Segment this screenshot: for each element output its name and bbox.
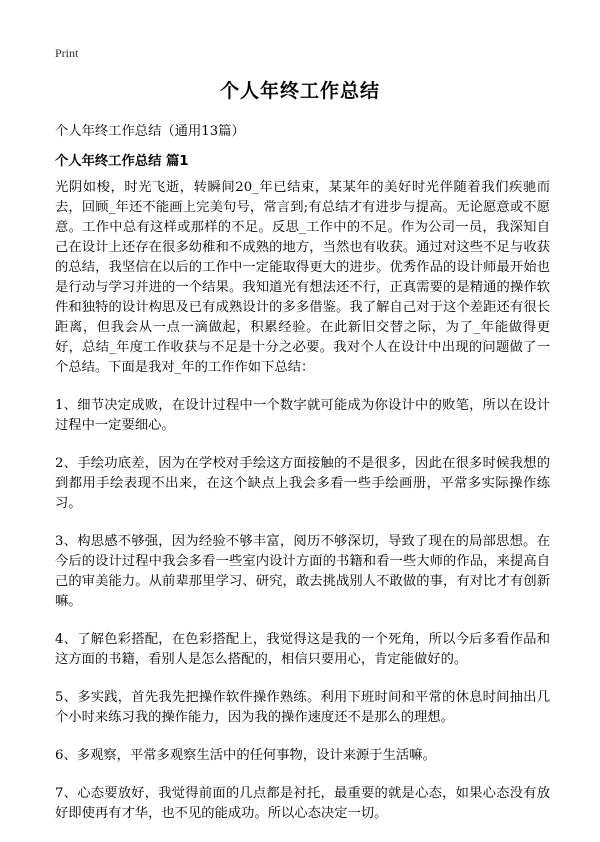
point-paragraph-6: 6、多观察，平常多观察生活中的任何事物，设计来源于生活嘛。 <box>55 748 436 763</box>
point-paragraph-1: 1、细节决定成败，在设计过程中一个数字就可能成为你设计中的败笔，所以在设计过程中一定要细心。 <box>55 398 550 433</box>
point-paragraph-2: 2、手绘功底差，因为在学校对手绘这方面接触的不是很多，因此在很多时候我想的到都用手绘表现不出来，在这个缺点上我会多看一些手绘画册，平常多实际操作练习。 <box>55 456 550 511</box>
point-paragraph-7: 7、心态要放好，我觉得前面的几点都是衬托，最重要的就是心态，如果心态没有放好即使再有才华，也不见的能成功。所以心态决定一切。 <box>55 786 550 821</box>
point-paragraph-5: 5、多实践，首先我先把操作软件操作熟练。利用下班时间和平常的休息时间抽出几个小时来练习我的操作能力，因为我的操作速度还不是那么的理想。 <box>55 690 550 725</box>
point-paragraph-3: 3、构思感不够强，因为经验不够丰富，阅历不够深切，导致了现在的局部思想。在今后的设计过程中我会多看一些室内设计方面的书籍和看一些大师的作品，来提高自己的审美能力。从前辈那里学习、研究，敢去挑战别人不敢做的事，有对比才有创新嘛。 <box>55 534 550 609</box>
section-heading: 个人年终工作总结 篇1 <box>55 154 189 169</box>
intro-paragraph: 光阴如梭，时光飞逝，转瞬间20_年已结束，某某年的美好时光伴随着我们疾驰而去，回顾_年还不能画上完美句号，常言到;有总结才有进步与提高。无论愿意或不愿意。工作中总有这样或那样的不足。反思_工作中的不足。作为公司一员，我深知自己在设计上还存在很多幼稚和不成熟的地方，当然也有收获。通过对这些不足与收获的总结，我坚信在以后的工作中一定能取得更大的进步。优秀作品的设计师最开始也是行动与学习并进的一个结果。我知道光有想法还不行，正真需要的是精通的操作软件和独特的设计构思及已有成熟设计的多多借鉴。我了解自己对于这个差距还有很长距离，但我会从一点一滴做起，积累经验。在此新旧交替之际，为了_年能做得更好，总结_年度工作收获与不足是十分之必要。我对个人在设计中出现的问题做了一个总结。下面是我对_年的工作作如下总结： <box>55 180 550 375</box>
point-paragraph-4: 4、了解色彩搭配，在色彩搭配上，我觉得这是我的一个死角，所以今后多看作品和这方面的书籍，看别人是怎么搭配的，相信只要用心，肯定能做好的。 <box>55 632 550 667</box>
document-body <box>55 178 550 842</box>
document-subtitle: 个人年终工作总结（通用13篇） <box>55 124 245 139</box>
print-label: Print <box>55 46 79 60</box>
page-title: 个人年终工作总结 <box>219 80 380 102</box>
